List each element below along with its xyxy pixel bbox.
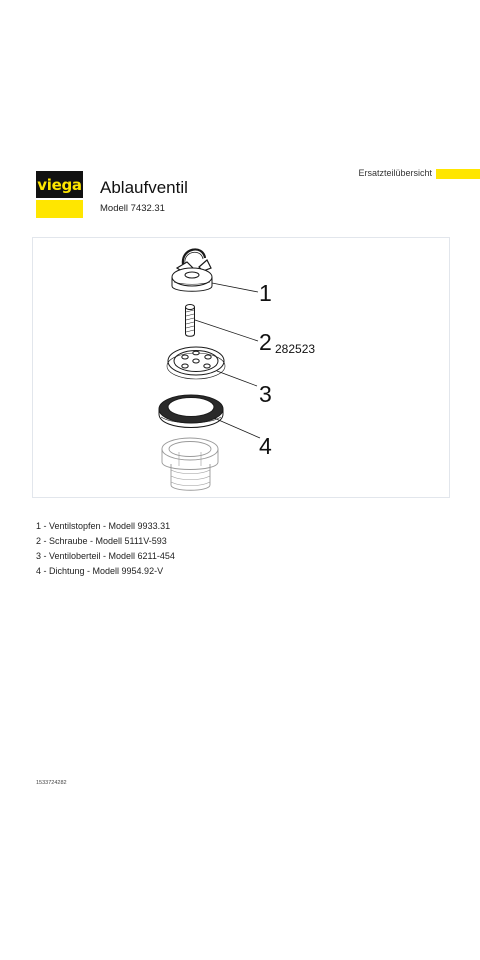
- seal-part-illustration: [159, 395, 260, 438]
- screw-part-illustration: [186, 305, 259, 342]
- logo-yellow-block: [36, 200, 83, 218]
- viega-logo: [36, 171, 83, 218]
- plug-part-illustration: [172, 249, 258, 292]
- page-title: Ablaufventil: [100, 178, 188, 197]
- parts-list-item: 4 - Dichtung - Modell 9954.92-V: [36, 566, 164, 576]
- callout-1: 1: [259, 280, 272, 306]
- parts-list-item: 3 - Ventiloberteil - Modell 6211-454: [36, 551, 175, 561]
- callout-2: 2: [259, 329, 272, 355]
- article-number: 282523: [275, 342, 316, 356]
- parts-list-item: 1 - Ventilstopfen - Modell 9933.31: [36, 521, 171, 531]
- exploded-drawing: [33, 238, 451, 499]
- document-type-label: Ersatzteilübersicht: [358, 168, 432, 178]
- document-type-bar: [436, 169, 480, 179]
- valve-body-ghost: [162, 438, 218, 490]
- callout-3: 3: [259, 381, 272, 407]
- logo-wordmark: viega: [36, 171, 83, 198]
- model-number: Modell 7432.31: [100, 203, 165, 214]
- parts-list-item: 2 - Schraube - Modell 5111V-593: [36, 536, 167, 546]
- valve-top-part-illustration: [167, 347, 257, 386]
- parts-list: [36, 519, 175, 579]
- document-number: 1533724282: [36, 780, 67, 786]
- exploded-drawing-frame: [32, 237, 450, 498]
- callout-4: 4: [259, 433, 272, 459]
